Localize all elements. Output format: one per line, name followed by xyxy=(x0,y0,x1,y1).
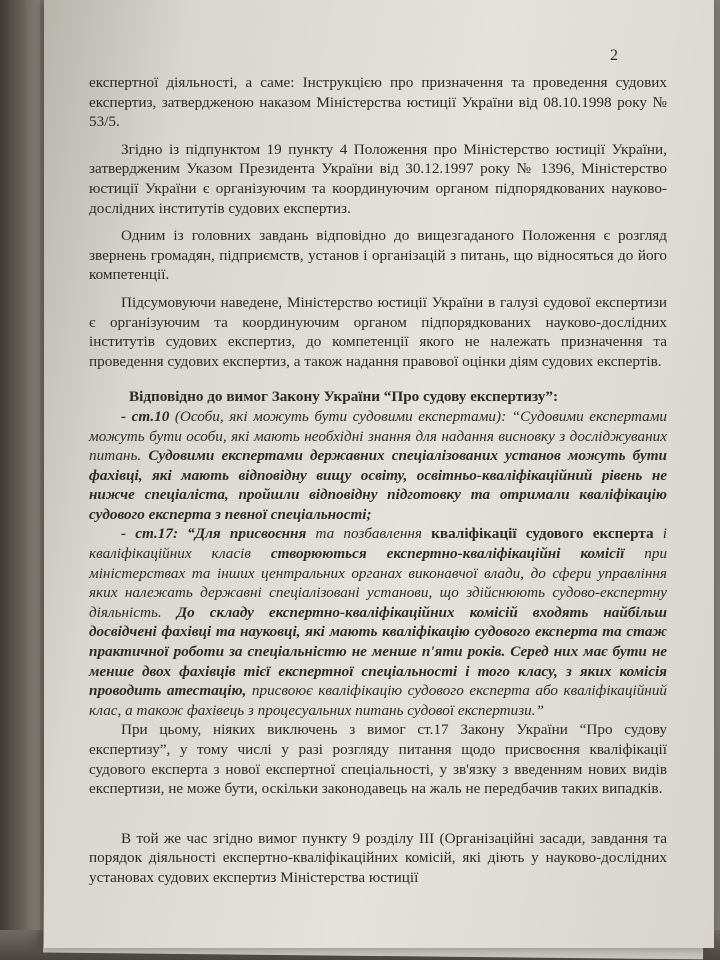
article-10-quote-b: Судовими експертами державних спеціалізованих установ можуть бути фахівці, які мають відповідну вищу освіту, освітньо-кваліфікаційний рівень не нижче спеціаліста, пройшли відповідну підготовку та отримали кваліфікацію судового експерта з певної спеціальності; xyxy=(89,447,667,523)
paragraph-2: Згідно із підпунктом 19 пункту 4 Положення про Міністерство юстиції України, затвердженим Указом Президента України від 30.12.1997 року № 1396, Міністерство юстиції України є організуючим та координуючим органом підпорядкованих науково-дослідних інститутів судових експертиз. xyxy=(89,140,667,217)
page-number: 2 xyxy=(610,47,618,64)
article-17-part-e: створюються експертно-кваліфікаційні комісії xyxy=(270,545,625,563)
article-10-quote-a: “Судовими експертами можуть бути особи, які мають необхідні знання для надання висновку з досліджуваних питань. xyxy=(89,407,668,465)
article-17-part-g: До складу експертно-кваліфікаційних комісій входять найбільш досвідчені фахівці та науковці, які мають кваліфікацію судового експерта та стаж практичної роботи за спеціальністю не менше п'яти років. Серед них має бути не менше двох фахівців тієї експертної спеціальності і того класу, з яких комісія проводить атестацію, xyxy=(89,603,668,700)
paragraph-5: При цьому, ніяких виключень з вимог ст.17 Закону України “Про судову експертизу”, у тому числі у разі розгляду питання щодо присвоєння кваліфікації судового експерта з нової експертної спеціальності, у зв'язку з введенням нових видів експертизи, не може бути, оскільки законодавець на жаль не передбачив таких випадків. xyxy=(89,721,667,798)
article-17-part-h: присвоює кваліфікацію судового експерта або кваліфікаційний клас, а також фахівець з процесуальних питань судової експертизи.” xyxy=(89,682,668,719)
article-17-part-b: та позбавлення xyxy=(315,525,422,543)
article-17 xyxy=(89,524,667,720)
article-17-part-c: кваліфікації судового експерта xyxy=(431,525,654,543)
article-10-label: - ст.10 xyxy=(121,407,170,425)
article-17-part-f: при міністерствах та інших центральних органах виконавчої влади, до сфери управління яких належать державні спеціалізовані установи, що здійснюють судово-експертну діяльність. xyxy=(89,545,668,621)
document-page xyxy=(44,0,714,948)
article-17-part-d: і кваліфікаційних класів xyxy=(89,525,667,563)
article-17-label: - ст.17: xyxy=(121,525,178,543)
paragraph-3: Одним із головних завдань відповідно до вищезгаданого Положення є розгляд звернень громадян, підприємств, установ і організацій з питань, що відносяться до його компетенції. xyxy=(89,227,667,284)
article-10-title: (Особи, які можуть бути судовими експертами): xyxy=(174,407,507,425)
article-17-part-a: “Для присвоєння xyxy=(187,525,307,543)
paragraph-6: В той же час згідно вимог пункту 9 розділу ІІІ (Організаційні засади, завдання та порядок діяльності експертно-кваліфікаційних комісій, які діють у науково-дослідних установах судових експертиз Міністерства юстиції xyxy=(89,829,667,886)
law-heading: Відповідно до вимог Закону України “Про судову експертизу”: xyxy=(129,388,559,406)
paragraph-4: Підсумовуючи наведене, Міністерство юстиції України в галузі судової експертизи є організуючим та координуючим органом підпорядкованих науково-дослідних інститутів судових експертиз, до компетенції якого не належать призначення та проведення судових експертиз, а також надання правової оцінки діям судових експертів. xyxy=(89,293,667,370)
document-body xyxy=(89,73,667,888)
table-surface-left xyxy=(0,0,40,960)
article-10 xyxy=(89,407,667,525)
paragraph-1: експертної діяльності, а саме: Інструкцією про призначення та проведення судових експертиз, затвердженою наказом Міністерства юстиції України від 08.10.1998 року № 53/5. xyxy=(89,74,667,131)
